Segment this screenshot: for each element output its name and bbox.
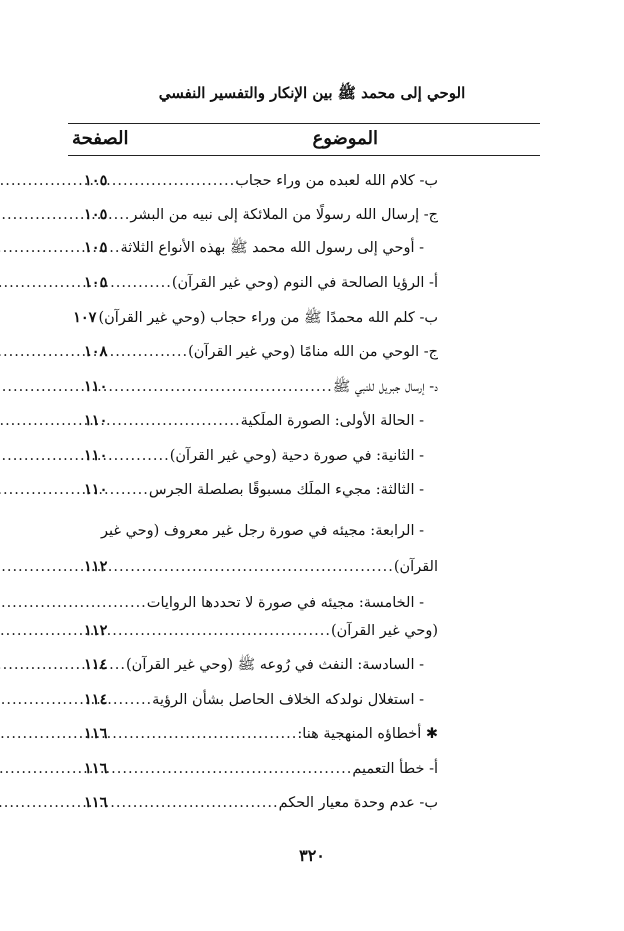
header-rule	[68, 123, 540, 124]
toc-entry-page: ١١٦	[84, 794, 108, 811]
toc-leader	[109, 726, 297, 742]
toc-entry	[84, 725, 438, 747]
toc-entry-text: (وحي غير القرآن)	[330, 623, 438, 639]
toc-leader	[109, 173, 235, 189]
toc-entry-text: د- إرسال جبريل للنبي ﷺ	[332, 379, 438, 395]
page-number: ٣٢٠	[299, 846, 325, 865]
toc-entry-page: ١٠٧	[73, 309, 97, 326]
toc-entry-page: ١١٢	[84, 622, 108, 639]
toc-leader	[109, 559, 394, 575]
toc-entry	[84, 412, 438, 434]
toc-leader	[109, 692, 152, 708]
toc-leader	[109, 344, 188, 360]
toc-entry	[84, 656, 438, 678]
toc-entry-text: أ- خطأ التعميم	[352, 761, 438, 777]
toc-leader	[109, 275, 171, 291]
toc-entry-text: ب- عدم وحدة معيار الحكم	[278, 795, 438, 811]
toc-entry	[84, 691, 438, 713]
running-title: الوحي إلى محمد ﷺ بين الإنكار والتفسير النفسي	[158, 84, 466, 102]
toc-entry	[84, 595, 438, 617]
toc-entry	[84, 760, 438, 782]
toc-leader	[109, 482, 149, 498]
toc-leader	[109, 448, 169, 464]
toc-entry-page: ١١٠	[84, 481, 108, 498]
toc-entry-text: - الرابعة: مجيئه في صورة رجل غير معروف (وحي غير	[101, 523, 424, 539]
toc-entry-text: أ- الرؤيا الصالحة في النوم (وحي غير القرآن)	[171, 275, 438, 291]
toc-entry-text: ج- الوحي من الله منامًا (وحي غير القرآن)	[188, 344, 438, 360]
toc-entry-page: ١١٠	[84, 412, 108, 429]
column-heading-rule	[68, 155, 540, 156]
toc-entry-text: القرآن)	[393, 559, 438, 575]
toc-entry	[84, 206, 438, 228]
column-heading-page: الصفحة	[72, 128, 129, 149]
column-heading-subject: الموضوع	[312, 128, 378, 149]
toc-entry-page: ١١٠	[84, 378, 108, 395]
toc-entry	[84, 239, 438, 261]
toc-entry-text: - الخامسة: مجيئه في صورة لا تحددها الروايات	[146, 595, 424, 611]
toc-entry	[84, 343, 438, 365]
toc-entry-page: ١١٦	[84, 725, 108, 742]
toc-entry-text: - استغلال نولدكه الخلاف الحاصل بشأن الرؤية	[152, 692, 424, 708]
toc-entry-text: ✱ أخطاؤه المنهجية هنا:	[297, 726, 438, 742]
toc-entry	[84, 447, 438, 469]
toc-entry	[84, 172, 438, 194]
toc-entry-page: ١١٤	[84, 656, 108, 673]
toc-entry-page: ١٠٥	[84, 239, 108, 256]
toc-entry-text: - الثانية: في صورة دحية (وحي غير القرآن)	[169, 448, 424, 464]
toc-entry	[84, 481, 438, 503]
toc-entry-text: ج- إرسال الله رسولًا من الملائكة إلى نبيه من البشر	[130, 207, 438, 223]
toc-entry-text: - السادسة: النفث في رُوعه ﷺ (وحي غير القرآن)	[126, 657, 424, 673]
toc-leader	[109, 795, 278, 811]
toc-leader	[109, 761, 352, 777]
toc-entry-page: ١٠٥	[84, 172, 108, 189]
toc-entry-page: ١٠٥	[84, 274, 108, 291]
toc-entry	[84, 274, 438, 296]
toc-leader	[109, 207, 130, 223]
toc-entry-text: ب- كلام الله لعبده من وراء حجاب	[235, 173, 438, 189]
toc-entry-page: ١١٢	[84, 558, 108, 575]
toc-leader	[109, 623, 331, 639]
toc-entry-text: ب- كلم الله محمدًا ﷺ من وراء حجاب (وحي غير القرآن)	[98, 310, 438, 326]
toc-entry	[73, 309, 438, 331]
toc-entry	[84, 622, 438, 644]
toc-leader	[109, 657, 126, 673]
toc-leader	[86, 595, 147, 611]
toc-entry-page: ١١٤	[84, 691, 108, 708]
toc-leader	[109, 379, 332, 395]
toc-entry	[84, 523, 438, 545]
toc-entry-text: - الثالثة: مجيء الملَك مسبوقًا بصلصلة الجرس	[148, 482, 424, 498]
toc-entry-page: ١١٦	[84, 760, 108, 777]
toc-entry-page: ١٠٨	[84, 343, 108, 360]
toc-entry	[84, 378, 438, 400]
toc-leader	[109, 413, 240, 429]
toc-entry-text: - الحالة الأولى: الصورة الملَكية	[240, 413, 424, 429]
toc-entry-text: - أوحي إلى رسول الله محمد ﷺ بهذه الأنواع الثلاثة	[120, 240, 424, 256]
toc-entry	[84, 794, 438, 816]
toc-entry-page: ١٠٥	[84, 206, 108, 223]
toc-leader	[109, 240, 120, 256]
toc-entry-page: ١١٠	[84, 447, 108, 464]
toc-entry	[84, 558, 438, 580]
